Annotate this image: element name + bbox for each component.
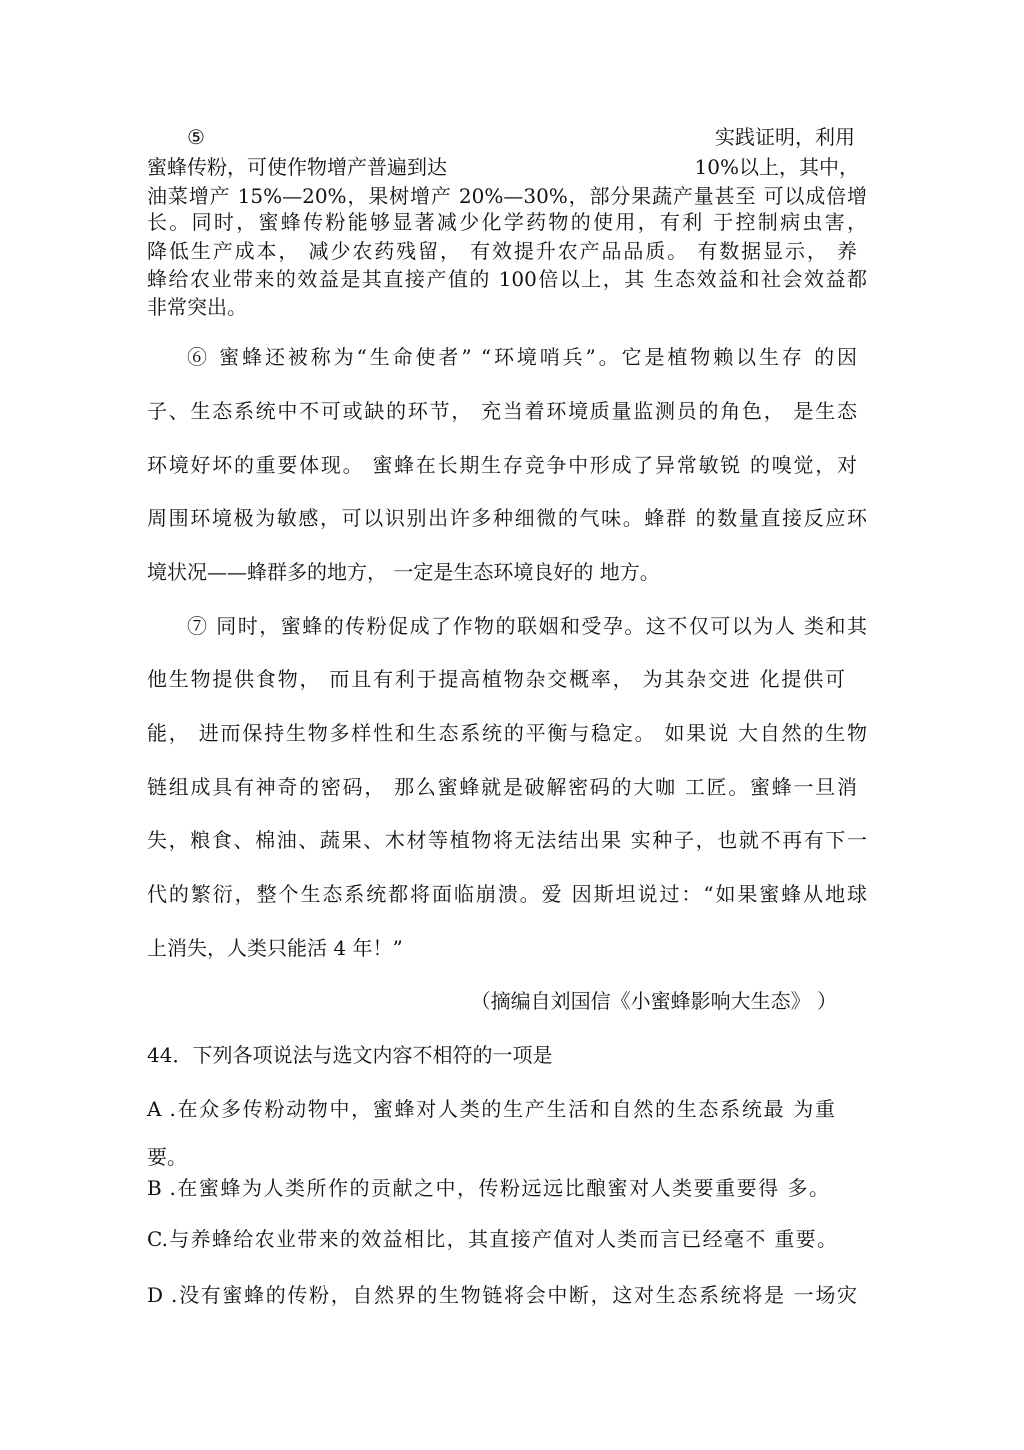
para5-line6-text: 蜂给农业带来的效益是其直接产值的 100倍以上，其 生态效益和社会效益都 xyxy=(147,267,867,291)
option-d-text: D .没有蜜蜂的传粉，自然界的生物链将会中断，这对生态系统将是 一场灾 xyxy=(147,1283,857,1307)
para7-line5-text: 失，粮食、棉油、蔬果、木材等植物将无法结出果 实种子，也就不再有下一 xyxy=(147,828,867,852)
para7-line7 xyxy=(147,933,867,963)
para7-line3 xyxy=(147,718,867,748)
para5-line4 xyxy=(147,207,867,237)
question-stem-text: 44．下列各项说法与选文内容不相符的一项是 xyxy=(147,1043,553,1067)
para7-line4 xyxy=(147,772,867,802)
para5-line3-text: 油菜增产 15%—20%，果树增产 20%—30%，部分果蔬产量甚至 可以成倍增 xyxy=(147,184,867,208)
para6-line4-text: 周围环境极为敏感，可以识别出许多种细微的气味。蜂群 的数量直接反应环 xyxy=(147,506,867,530)
para7-line2 xyxy=(147,664,867,694)
para5-line4-text: 长。同时，蜜蜂传粉能够显著减少化学药物的使用，有利 于控制病虫害， xyxy=(147,210,867,234)
para7-line5 xyxy=(147,825,867,855)
para6-line1 xyxy=(147,342,867,372)
para5-line1-text: 实践证明，利用 xyxy=(715,125,855,149)
option-a-line1 xyxy=(147,1094,867,1124)
option-b-text: B .在蜜蜂为人类所作的贡献之中，传粉远远比酿蜜对人类要重要得 多。 xyxy=(147,1176,829,1200)
para6-line3 xyxy=(147,450,867,480)
option-b xyxy=(147,1173,867,1203)
para5-line1 xyxy=(147,122,867,152)
para6-line5-text: 境状况——蜂群多的地方， 一定是生态环境良好的 地方。 xyxy=(147,560,660,584)
para7-line3-text: 能， 进而保持生物多样性和生态系统的平衡与稳定。 如果说 大自然的生物 xyxy=(147,721,867,745)
option-d xyxy=(147,1280,867,1310)
para7-line2-text: 他生物提供食物， 而且有利于提高植物杂交概率， 为其杂交进 化提供可 xyxy=(147,667,845,691)
para7-line1-text: ⑦ 同时，蜜蜂的传粉促成了作物的联姻和受孕。这不仅可以为人 类和其 xyxy=(187,614,867,638)
para6-line2 xyxy=(147,396,867,426)
para7-line1 xyxy=(147,611,867,641)
para6-line2-text: 子、生态系统中不可或缺的环节， 充当着环境质量监测员的角色， 是生态 xyxy=(147,399,857,423)
source-text: （摘编自刘国信《小蜜蜂影响大生态》 ） xyxy=(470,989,837,1013)
para5-number: ⑤ xyxy=(187,125,205,149)
para7-line4-text: 链组成具有神奇的密码， 那么蜜蜂就是破解密码的大咖 工匠。蜜蜂一旦消 xyxy=(147,775,857,799)
para5-line5 xyxy=(147,236,867,266)
para6-line1-text: ⑥ 蜜蜂还被称为“生命使者” “环境哨兵”。它是植物赖以生存 的因 xyxy=(187,345,857,369)
para6-line4 xyxy=(147,503,867,533)
option-c-text: C.与养蜂给农业带来的效益相比，其直接产值对人类而言已经毫不 重要。 xyxy=(147,1227,837,1251)
option-a-line2 xyxy=(147,1142,867,1172)
para7-line7-text: 上消失，人类只能活 4 年！” xyxy=(147,936,403,960)
para5-line2-right: 10%以上，其中， xyxy=(694,155,859,179)
para6-line3-text: 环境好坏的重要体现。 蜜蜂在长期生存竞争中形成了异常敏锐 的嗅觉，对 xyxy=(147,453,857,477)
para6-line5 xyxy=(147,557,867,587)
option-a-continuation: 要。 xyxy=(147,1145,187,1169)
para5-line2-left: 蜜蜂传粉，可使作物增产普遍到达 xyxy=(147,155,447,179)
para5-line2 xyxy=(147,152,867,182)
question-stem xyxy=(147,1040,867,1070)
para5-line5-text: 降低生产成本， 减少农药残留， 有效提升农产品品质。 有数据显示， 养 xyxy=(147,239,857,263)
para7-line6 xyxy=(147,879,867,909)
para7-line6-text: 代的繁衍，整个生态系统都将面临崩溃。爱 因斯坦说过：“如果蜜蜂从地球 xyxy=(147,882,867,906)
para5-line7 xyxy=(147,292,867,322)
source-attribution xyxy=(147,986,867,1016)
para5-line7-text: 非常突出。 xyxy=(147,295,247,319)
para5-line6 xyxy=(147,264,867,294)
option-c xyxy=(147,1224,867,1254)
option-a-text: A .在众多传粉动物中，蜜蜂对人类的生产生活和自然的生态系统最 为重 xyxy=(147,1097,835,1121)
